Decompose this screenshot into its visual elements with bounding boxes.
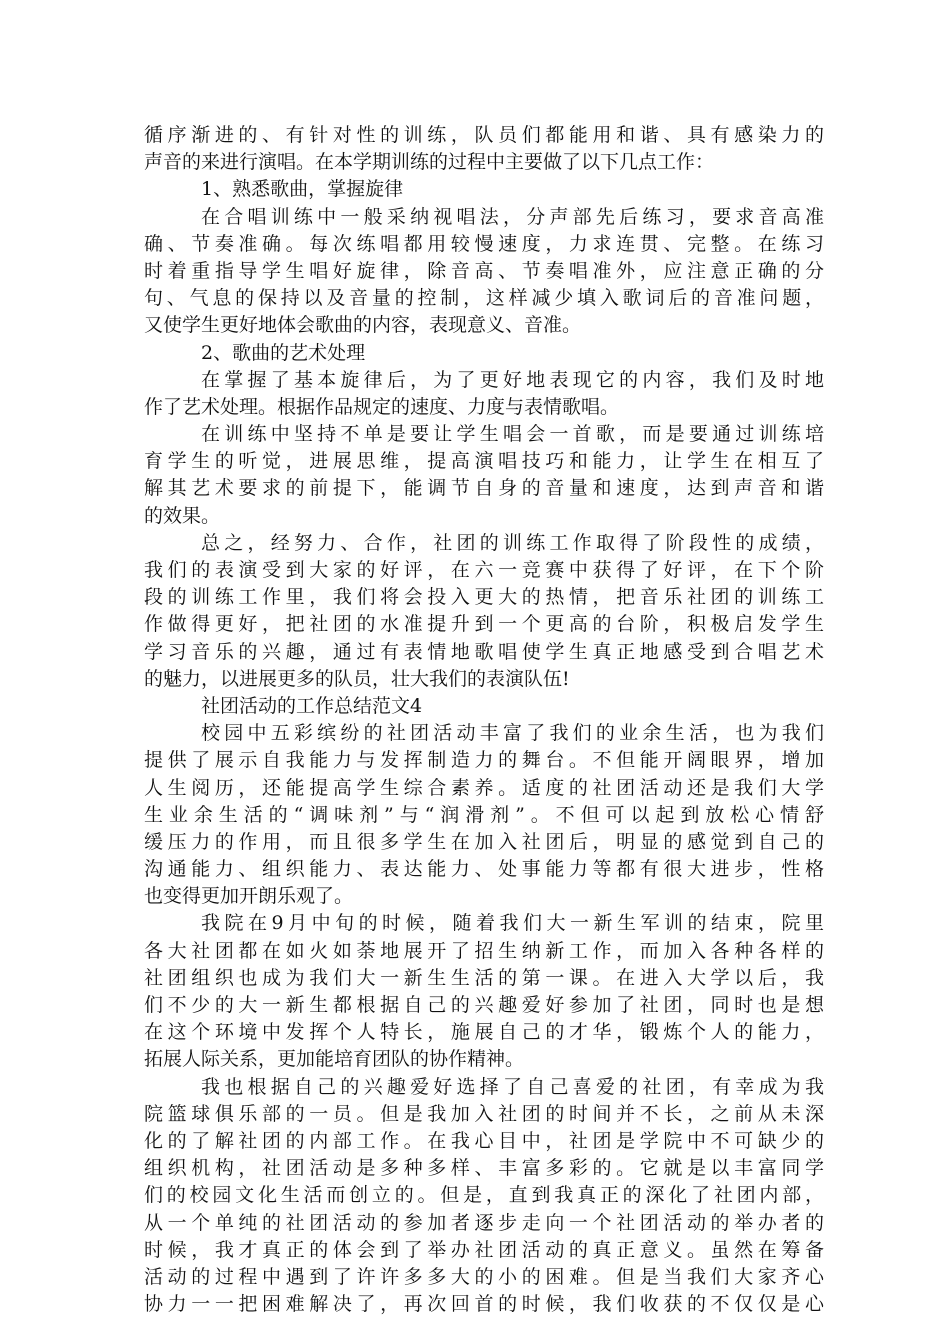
text-line: 拓展人际关系，更加能培育团队的协作精神。	[144, 1048, 525, 1071]
text-line: 在合唱训练中一般采纳视唱法，分声部先后练习，要求音高准	[201, 205, 824, 228]
text-line: 院篮球俱乐部的一员。但是我加入社团的时间并不长，之前从未深	[144, 1102, 824, 1125]
text-line: 学习音乐的兴趣，通过有表情地歌唱使学生真正地感受到合唱艺术	[144, 640, 824, 663]
text-line: 2、歌曲的艺术处理	[201, 341, 366, 364]
text-line: 人生阅历，还能提高学生综合素养。适度的社团活动还是我们大学	[144, 776, 824, 799]
text-line: 声音的来进行演唱。在本学期训练的过程中主要做了以下几点工作：	[144, 151, 715, 174]
text-line: 段的训练工作里，我们将会投入更大的热情，把音乐社团的训练工	[144, 586, 824, 609]
text-line: 又使学生更好地体会歌曲的内容，表现意义、音准。	[144, 314, 582, 337]
text-line: 在掌握了基本旋律后，为了更好地表现它的内容，我们及时地	[201, 368, 824, 391]
text-line: 社团组织也成为我们大一新生生活的第一课。在进入大学以后，我	[144, 966, 824, 989]
text-line: 我们的表演受到大家的好评，在六一竞赛中获得了好评，在下个阶	[144, 559, 824, 581]
text-line: 从一个单纯的社团活动的参加者逐步走向一个社团活动的举办者的	[144, 1211, 824, 1234]
text-line: 时候，我才真正的体会到了举办社团活动的真正意义。虽然在筹备	[144, 1238, 824, 1261]
text-line: 总之，经努力、合作，社团的训练工作取得了阶段性的成绩，	[201, 531, 824, 554]
text-line: 时着重指导学生唱好旋律，除音高、节奏唱准外，应注意正确的分	[144, 259, 824, 282]
text-line: 沟通能力、组织能力、表达能力、处事能力等都有很大进步，性格	[144, 858, 824, 881]
text-line: 组织机构，社团活动是多种多样、丰富多彩的。它就是以丰富同学	[144, 1157, 824, 1180]
text-line: 句、气息的保持以及音量的控制，这样减少填入歌词后的音准问题，	[144, 287, 824, 310]
text-line: 1、熟悉歌曲，掌握旋律	[201, 178, 404, 201]
text-line: 育学生的听觉，进展思维，提高演唱技巧和能力，让学生在相互了	[144, 450, 824, 473]
text-line: 各大社团都在如火如荼地展开了招生纳新工作，而加入各种各样的	[144, 939, 824, 962]
text-line: 们不少的大一新生都根据自己的兴趣爱好参加了社团，同时也是想	[144, 994, 824, 1016]
text-line: 提供了展示自我能力与发挥制造力的舞台。不但能开阔眼界，增加	[144, 749, 824, 772]
text-line: 协力一一把困难解决了，再次回首的时候，我们收获的不仅仅是心	[144, 1293, 824, 1316]
text-line: 循序渐进的、有针对性的训练，队员们都能用和谐、具有感染力的	[144, 124, 824, 146]
text-line: 的魅力，以进展更多的队员，壮大我们的表演队伍!	[144, 667, 570, 690]
text-line: 解其艺术要求的前提下，能调节自身的音量和速度，达到声音和谐	[144, 477, 824, 500]
text-line: 们的校园文化生活而创立的。但是，直到我真正的深化了社团内部，	[144, 1184, 824, 1207]
text-line: 我也根据自己的兴趣爱好选择了自己喜爱的社团，有幸成为我	[201, 1075, 824, 1098]
text-line: 活动的过程中遇到了许许多多大的小的困难。但是当我们大家齐心	[144, 1265, 824, 1288]
text-line: 作做得更好，把社团的水准提升到一个更高的台阶，积极启发学生	[144, 613, 824, 636]
text-line: 在这个环境中发挥个人特长，施展自己的才华，锻炼个人的能力，	[144, 1021, 824, 1044]
text-line: 缓压力的作用，而且很多学生在加入社团后，明显的感觉到自己的	[144, 830, 824, 853]
text-line: 社团活动的工作总结范文4	[201, 694, 423, 717]
text-line: 作了艺术处理。根据作品规定的速度、力度与表情歌唱。	[144, 395, 620, 418]
text-line: 我院在9月中旬的时候，随着我们大一新生军训的结束，院里	[201, 912, 824, 935]
text-line: 化的了解社团的内部工作。在我心目中，社团是学院中不可缺少的	[144, 1129, 824, 1152]
text-line: 在训练中坚持不单是要让学生唱会一首歌，而是要通过训练培	[201, 423, 824, 446]
text-line: 校园中五彩缤纷的社团活动丰富了我们的业余生活，也为我们	[201, 722, 824, 745]
text-line: 也变得更加开朗乐观了。	[144, 885, 354, 908]
text-line: 确、节奏准确。每次练唱都用较慢速度，力求连贯、完整。在练习	[144, 232, 824, 255]
text-line: 的效果。	[144, 504, 221, 527]
document-page	[144, 122, 824, 1318]
text-line: 生业余生活的“调味剂”与“润滑剂”。不但可以起到放松心情舒	[144, 803, 824, 826]
